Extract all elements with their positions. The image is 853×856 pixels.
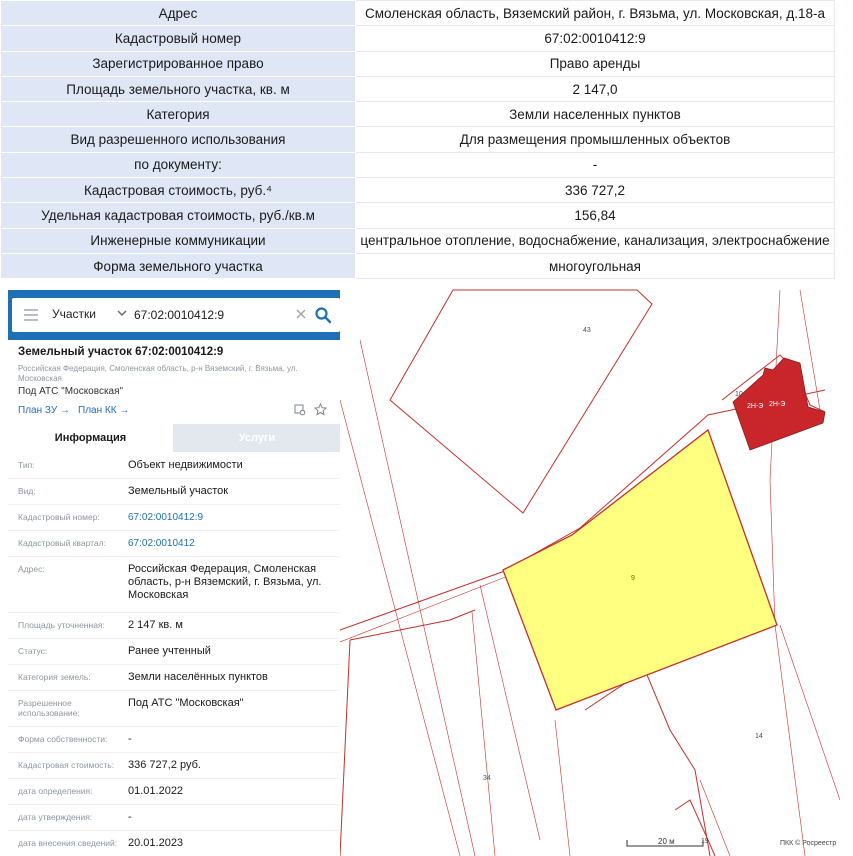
- info-row-label: Разрешенное использование:: [18, 698, 80, 718]
- summary-value: Смоленская область, Вяземский район, г. Вязьма, ул. Московская, д.18-а: [356, 1, 835, 26]
- summary-key: Вид разрешенного использования: [1, 127, 356, 152]
- summary-key: Площадь земельного участка, кв. м: [1, 76, 356, 101]
- info-row-value: 2 147 кв. м: [128, 619, 183, 631]
- info-row-label: дата внесения сведений:: [18, 838, 118, 848]
- search-icon[interactable]: [314, 306, 332, 324]
- summary-row: [1, 76, 835, 101]
- parcel-usage: Под АТС "Московская": [18, 386, 124, 397]
- selected-parcel-9: [503, 430, 777, 710]
- summary-value: Право аренды: [356, 51, 835, 76]
- summary-value: Для размещения промышленных объектов: [356, 127, 835, 152]
- search-input[interactable]: [134, 305, 290, 325]
- info-row-link[interactable]: 67:02:0010412:9: [128, 512, 204, 523]
- info-row-value: Ранее учтенный: [128, 645, 211, 657]
- parcel-label-34: 34: [483, 775, 491, 782]
- info-row: [8, 613, 341, 639]
- info-row-label: дата утверждения:: [18, 812, 93, 822]
- star-icon[interactable]: [314, 403, 327, 416]
- summary-row: [1, 1, 835, 26]
- building-label-1: 2Н-Э: [747, 403, 764, 410]
- info-row: [8, 691, 341, 727]
- cadastral-map[interactable]: [340, 280, 840, 856]
- info-row: [8, 805, 341, 831]
- parcel-label-43: 43: [583, 327, 591, 334]
- summary-value: 2 147,0: [356, 76, 835, 101]
- info-row-label: Кадастровый номер:: [18, 512, 100, 522]
- summary-key: Категория: [1, 102, 356, 127]
- parcel-label-19: 19: [701, 838, 709, 845]
- info-row-label: дата определения:: [18, 786, 93, 796]
- summary-key: Зарегистрированное право: [1, 51, 356, 76]
- info-row-label: Категория земель:: [18, 672, 91, 682]
- summary-value: Земли населенных пунктов: [356, 102, 835, 127]
- chevron-down-icon[interactable]: [116, 306, 128, 320]
- info-row: [8, 557, 341, 613]
- summary-row: [1, 127, 835, 152]
- parcel-43-boundary: [390, 290, 652, 513]
- plan-kk-link[interactable]: План КК →: [78, 405, 130, 416]
- street-line: [360, 340, 475, 856]
- summary-key: Кадастровый номер: [1, 26, 356, 51]
- summary-row: [1, 203, 835, 228]
- clear-icon[interactable]: [294, 307, 308, 321]
- info-row: [8, 531, 341, 557]
- info-panel: [8, 290, 353, 856]
- street-line: [340, 400, 460, 856]
- info-row-value: Земельный участок: [128, 485, 229, 497]
- info-row-value: -: [128, 811, 132, 823]
- info-row: [8, 453, 341, 479]
- info-list: [8, 453, 341, 856]
- summary-value: центральное отопление, водоснабжение, канализация, электроснабжение: [356, 228, 835, 253]
- summary-value: 67:02:0010412:9: [356, 26, 835, 51]
- summary-key: Форма земельного участка: [1, 253, 356, 278]
- info-row-value: Под АТС "Московская": [128, 697, 244, 709]
- summary-key: Инженерные коммуникации: [1, 228, 356, 253]
- info-row-label: Вид:: [18, 486, 36, 496]
- search-bar: [8, 290, 353, 340]
- parcel-label-14: 14: [755, 733, 763, 740]
- parcel-boundary: [555, 720, 570, 856]
- info-row-value: 20.01.2023: [128, 837, 184, 849]
- measure-icon[interactable]: [294, 404, 306, 416]
- menu-icon[interactable]: [24, 309, 38, 320]
- summary-value: 156,84: [356, 203, 835, 228]
- info-row-label: Кадастровый квартал:: [18, 538, 106, 548]
- parcel-label-9: 9: [631, 575, 635, 582]
- building-label-2: 2Н-Э: [769, 401, 786, 408]
- info-row: [8, 779, 341, 805]
- road-edge: [340, 576, 508, 642]
- info-row-label: Кадастровая стоимость:: [18, 760, 115, 770]
- map-copyright: ПКК © Росреестр: [780, 840, 837, 847]
- info-row: [8, 665, 341, 691]
- parcel-34-boundary: [340, 640, 350, 856]
- info-row: [8, 753, 341, 779]
- summary-row: [1, 152, 835, 177]
- parcel-boundary: [780, 625, 840, 800]
- info-row-value: Российская Федерация, Смоленская область, р-н Вяземский, г. Вязьма, ул. Московская: [128, 563, 322, 601]
- search-type-select[interactable]: Участки: [52, 307, 96, 321]
- summary-key: Кадастровая стоимость, руб.⁴: [1, 178, 356, 203]
- panel-tabs: [8, 424, 341, 452]
- summary-table: [0, 0, 835, 279]
- summary-key: Адрес: [1, 1, 356, 26]
- summary-row: [1, 26, 835, 51]
- parcel-boundary: [472, 612, 495, 856]
- parcel-title: Земельный участок 67:02:0010412:9: [18, 346, 224, 358]
- parcel-34-boundary: [350, 610, 475, 640]
- info-row-label: Статус:: [18, 646, 48, 656]
- info-row-link[interactable]: 67:02:0010412: [128, 538, 195, 549]
- map-canvas[interactable]: [340, 280, 840, 856]
- info-row: [8, 505, 341, 531]
- search-box[interactable]: [12, 298, 340, 332]
- plan-zu-link[interactable]: План ЗУ →: [18, 405, 70, 416]
- info-row: [8, 727, 341, 753]
- info-row-value: Объект недвижимости: [128, 459, 243, 471]
- tab-information[interactable]: Информация: [8, 424, 173, 452]
- summary-key: Удельная кадастровая стоимость, руб./кв.м: [1, 203, 356, 228]
- summary-row: [1, 51, 835, 76]
- info-row-value: Земли населённых пунктов: [128, 671, 268, 683]
- info-row-value: 336 727,2 руб.: [128, 759, 201, 771]
- info-row-label: Площадь уточненная:: [18, 620, 105, 630]
- summary-row: [1, 253, 835, 278]
- info-row-value: -: [128, 733, 132, 745]
- info-row: [8, 479, 341, 505]
- summary-key: по документу:: [1, 152, 356, 177]
- scale-label: 20 м: [658, 837, 675, 846]
- summary-value: -: [356, 152, 835, 177]
- info-row: [8, 639, 341, 665]
- parcel-address: Российская Федерация, Смоленская область, р-н Вяземский, г. Вязьма, ул. Московская: [18, 364, 298, 383]
- info-row-label: Форма собственности:: [18, 734, 108, 744]
- parcel-14-boundary: [585, 670, 710, 856]
- summary-row: [1, 228, 835, 253]
- info-row-value: 01.01.2022: [128, 785, 184, 797]
- parcel-label-10: 10: [735, 391, 743, 398]
- tab-services[interactable]: Услуги: [173, 424, 341, 452]
- summary-value: многоугольная: [356, 253, 835, 278]
- summary-value: 336 727,2: [356, 178, 835, 203]
- summary-row: [1, 178, 835, 203]
- info-row: [8, 831, 341, 856]
- info-row-label: Адрес:: [18, 564, 45, 574]
- info-row-label: Тип:: [18, 460, 35, 470]
- summary-row: [1, 102, 835, 127]
